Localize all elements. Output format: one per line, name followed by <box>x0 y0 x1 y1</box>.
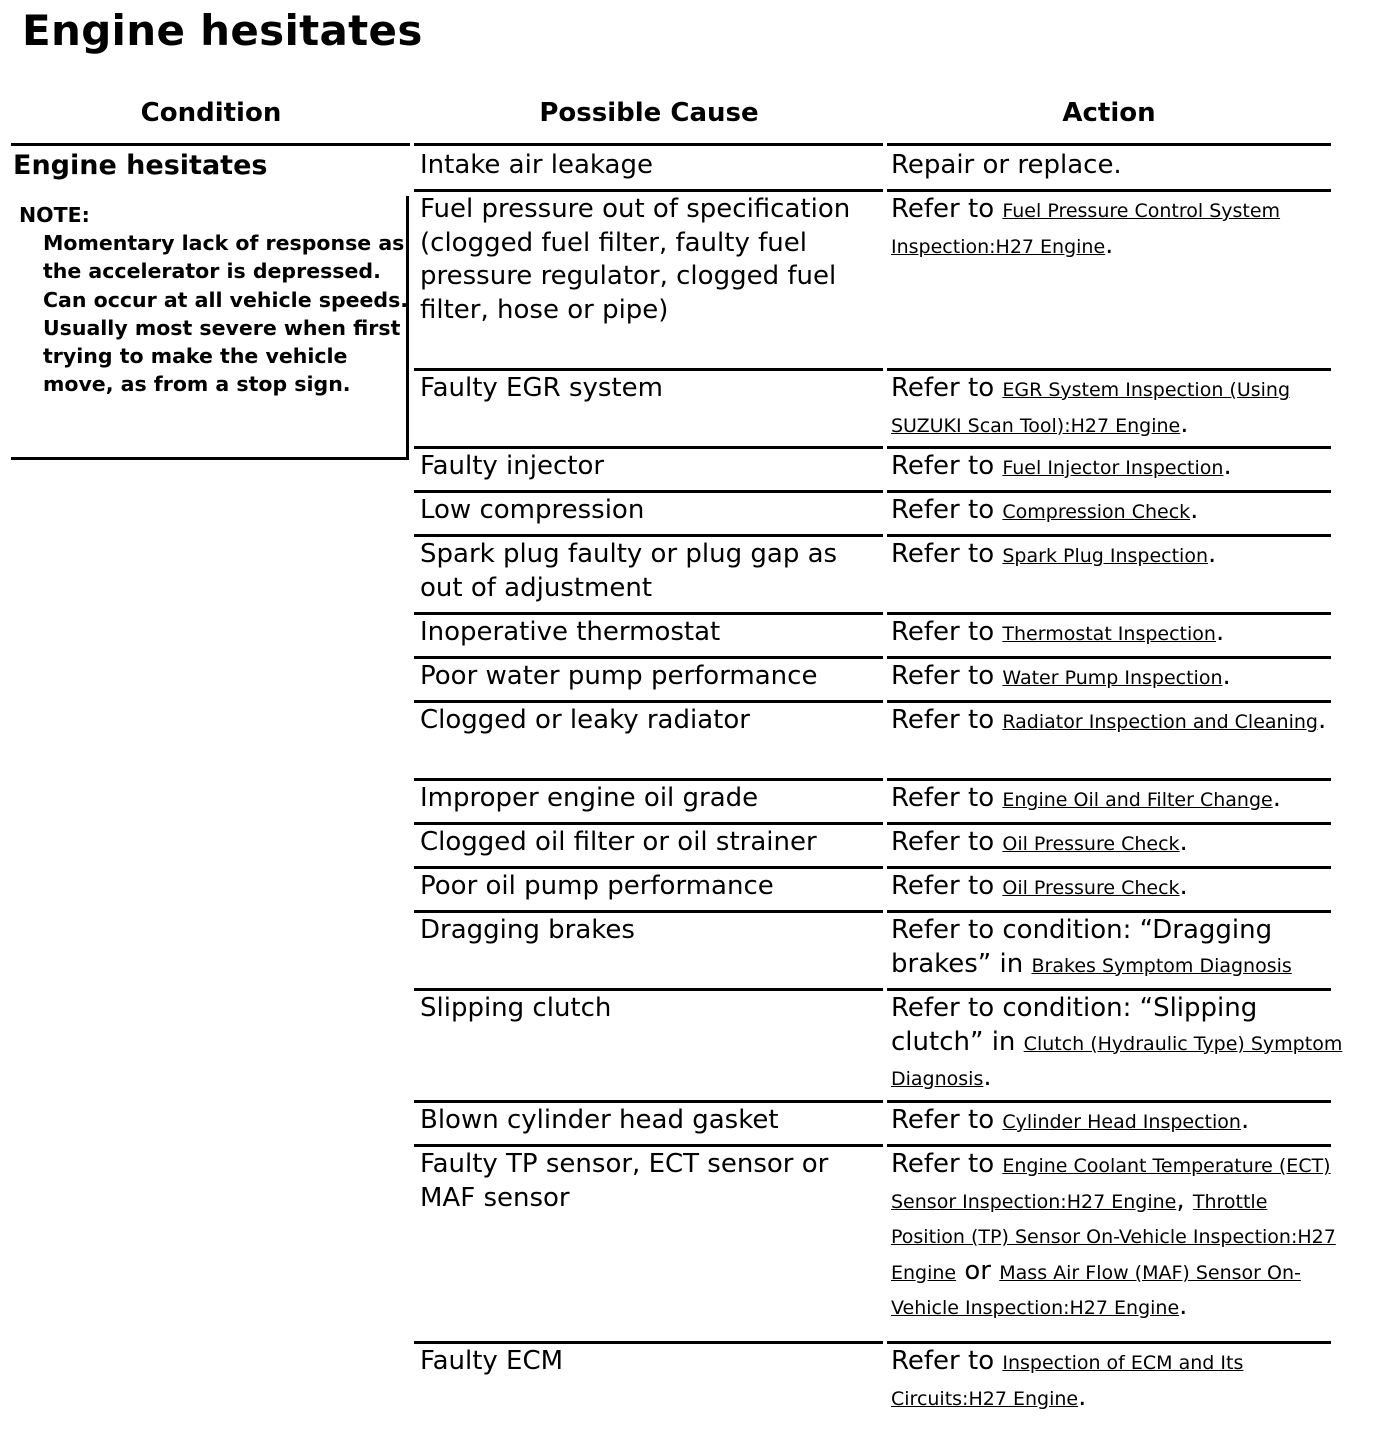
row-divider <box>414 189 883 192</box>
header-possible-cause: Possible Cause <box>539 98 759 128</box>
row-divider <box>414 446 883 449</box>
note-text: Momentary lack of response as the accelerator is depressed. Can occur at all vehicle speeds. <box>43 231 409 312</box>
action-text: Refer to <box>891 539 1003 569</box>
row-divider <box>414 910 883 913</box>
action-text: . <box>1179 871 1188 901</box>
action-cell <box>891 782 1343 818</box>
row-divider <box>414 1144 883 1147</box>
action-text: Refer to <box>891 194 1003 224</box>
cause-cell: Clogged oil filter or oil strainer <box>420 827 817 857</box>
cause-cell: Faulty EGR system <box>420 373 663 403</box>
reference-link[interactable]: Thermostat Inspection <box>1002 623 1216 645</box>
action-text: . <box>1179 827 1188 857</box>
cause-cell: Fuel pressure out of specification (clogged fuel filter, faulty fuel pressure regulator, clogged fuel filter, hose or pipe) <box>420 194 851 325</box>
reference-link[interactable]: Cylinder Head Inspection <box>1002 1111 1241 1133</box>
action-text: , <box>1176 1184 1193 1215</box>
row-divider <box>887 534 1331 537</box>
reference-link[interactable]: Inspection of ECM and Its Circuits:H27 Engine <box>891 1352 1244 1410</box>
action-text: . <box>1222 661 1231 691</box>
row-divider <box>887 368 1331 371</box>
action-cell <box>891 660 1343 696</box>
row-divider <box>887 910 1331 913</box>
cause-cell: Improper engine oil grade <box>420 783 759 813</box>
row-divider <box>887 988 1331 991</box>
reference-link[interactable]: Radiator Inspection and Cleaning <box>1002 711 1318 733</box>
action-cell <box>891 992 1343 1097</box>
action-cell <box>891 1148 1343 1326</box>
row-divider <box>414 1100 883 1103</box>
reference-link[interactable]: Mass Air Flow (MAF) Sensor On-Vehicle Inspection:H27 Engine <box>891 1261 1301 1319</box>
action-text: Refer to <box>891 705 1003 735</box>
cause-cell: Intake air leakage <box>420 150 653 180</box>
action-cell <box>891 450 1343 486</box>
action-text: Repair or replace. <box>891 150 1122 180</box>
action-text: Refer to condition: “Dragging brakes” in <box>891 915 1273 979</box>
divider <box>11 457 409 460</box>
row-divider <box>414 700 883 703</box>
action-text: Refer to <box>891 827 1003 857</box>
action-cell <box>891 372 1343 443</box>
note-body <box>43 229 413 399</box>
cause-cell: Clogged or leaky radiator <box>420 705 750 735</box>
action-text: . <box>1179 1291 1188 1321</box>
reference-link[interactable]: Throttle Position (TP) Sensor On-Vehicle Inspection:H27 Engine <box>891 1190 1336 1284</box>
reference-link[interactable]: Spark Plug Inspection <box>1002 545 1209 567</box>
action-text: . <box>1078 1381 1087 1412</box>
header-condition: Condition <box>140 98 282 128</box>
action-text: . <box>1208 539 1217 569</box>
row-divider <box>887 1341 1331 1344</box>
reference-link[interactable]: EGR System Inspection (Using SUZUKI Scan Tool):H27 Engine <box>891 379 1291 437</box>
action-text: or <box>956 1255 1000 1286</box>
cause-cell: Slipping clutch <box>420 993 612 1023</box>
action-text: . <box>1272 783 1281 813</box>
cause-cell: Inoperative thermostat <box>420 617 721 647</box>
row-divider <box>887 189 1331 192</box>
row-divider <box>414 612 883 615</box>
action-cell <box>891 1104 1343 1140</box>
reference-link[interactable]: Engine Coolant Temperature (ECT) Sensor Inspection:H27 Engine <box>891 1155 1331 1213</box>
row-divider <box>887 700 1331 703</box>
row-divider <box>414 866 883 869</box>
row-divider <box>887 778 1331 781</box>
row-divider <box>887 490 1331 493</box>
reference-link[interactable]: Engine Oil and Filter Change <box>1002 789 1273 811</box>
action-text: Refer to condition: “Slipping clutch” in <box>891 993 1258 1057</box>
action-text: Refer to <box>891 1346 1003 1376</box>
action-text: . <box>1215 617 1225 647</box>
action-text: Refer to <box>891 1105 1003 1135</box>
row-divider <box>414 778 883 781</box>
condition-title: Engine hesitates <box>13 150 268 181</box>
action-text: . <box>1223 451 1232 481</box>
row-divider <box>414 490 883 493</box>
action-text: . <box>1105 229 1114 260</box>
page-title: Engine hesitates <box>22 6 423 55</box>
cause-cell: Low compression <box>420 495 645 525</box>
action-cell <box>891 826 1343 862</box>
action-cell <box>891 538 1343 574</box>
row-divider <box>414 1341 883 1344</box>
cause-cell: Faulty ECM <box>420 1346 564 1376</box>
row-divider <box>414 656 883 659</box>
cause-cell: Blown cylinder head gasket <box>420 1105 779 1135</box>
action-text: . <box>1180 408 1189 439</box>
cause-cell: Poor oil pump performance <box>420 871 774 901</box>
row-divider <box>887 446 1331 449</box>
action-text: Refer to <box>891 617 1003 647</box>
note-text: Usually most severe when first trying to make the vehicle move, as from a stop sign. <box>43 315 401 397</box>
reference-link[interactable]: Clutch (Hydraulic Type) Symptom Diagnosis <box>891 1032 1343 1090</box>
action-text: Refer to <box>891 871 1003 901</box>
row-divider <box>887 866 1331 869</box>
row-divider <box>414 988 883 991</box>
divider <box>11 143 410 146</box>
reference-link[interactable]: Fuel Injector Inspection <box>1002 457 1224 479</box>
header-action: Action <box>1062 98 1156 128</box>
row-divider <box>887 656 1331 659</box>
row-divider <box>887 612 1331 615</box>
row-divider <box>414 534 883 537</box>
action-text: . <box>1240 1105 1250 1135</box>
action-cell <box>891 914 1343 983</box>
action-text: . <box>1190 495 1199 525</box>
cause-cell: Faulty injector <box>420 451 605 481</box>
cause-cell: Dragging brakes <box>420 915 635 945</box>
action-cell <box>891 870 1343 906</box>
row-divider <box>414 368 883 371</box>
row-divider <box>887 1144 1331 1147</box>
cause-cell: Spark plug faulty or plug gap as out of adjustment <box>420 539 838 603</box>
row-divider <box>887 822 1331 825</box>
divider <box>887 143 1331 146</box>
action-text: Refer to <box>891 661 1003 691</box>
reference-link[interactable]: Oil Pressure Check <box>1002 877 1180 899</box>
reference-link[interactable]: Water Pump Inspection <box>1002 667 1223 689</box>
action-cell <box>891 193 1343 264</box>
note-label: NOTE: <box>19 203 90 227</box>
cause-cell: Poor water pump performance <box>420 661 818 691</box>
action-cell <box>891 704 1343 740</box>
action-cell <box>891 494 1343 530</box>
cause-cell: Faulty TP sensor, ECT sensor or MAF sensor <box>420 1149 829 1213</box>
action-text: . <box>983 1062 992 1092</box>
row-divider <box>414 822 883 825</box>
divider <box>414 143 883 146</box>
action-text: Refer to <box>891 495 1003 525</box>
action-text: Refer to <box>891 373 1003 403</box>
action-text: Refer to <box>891 451 1003 481</box>
action-cell <box>891 1345 1343 1416</box>
reference-link[interactable]: Compression Check <box>1002 501 1191 523</box>
action-text: Refer to <box>891 1149 1003 1179</box>
reference-link[interactable]: Brakes Symptom Diagnosis <box>1031 954 1292 977</box>
action-cell <box>891 616 1343 652</box>
reference-link[interactable]: Oil Pressure Check <box>1002 833 1180 855</box>
action-text: . <box>1317 705 1327 735</box>
reference-link[interactable]: Fuel Pressure Control System Inspection:H27 Engine <box>891 200 1281 258</box>
row-divider <box>887 1100 1331 1103</box>
action-text: Refer to <box>891 783 1003 813</box>
action-cell <box>891 149 1343 183</box>
